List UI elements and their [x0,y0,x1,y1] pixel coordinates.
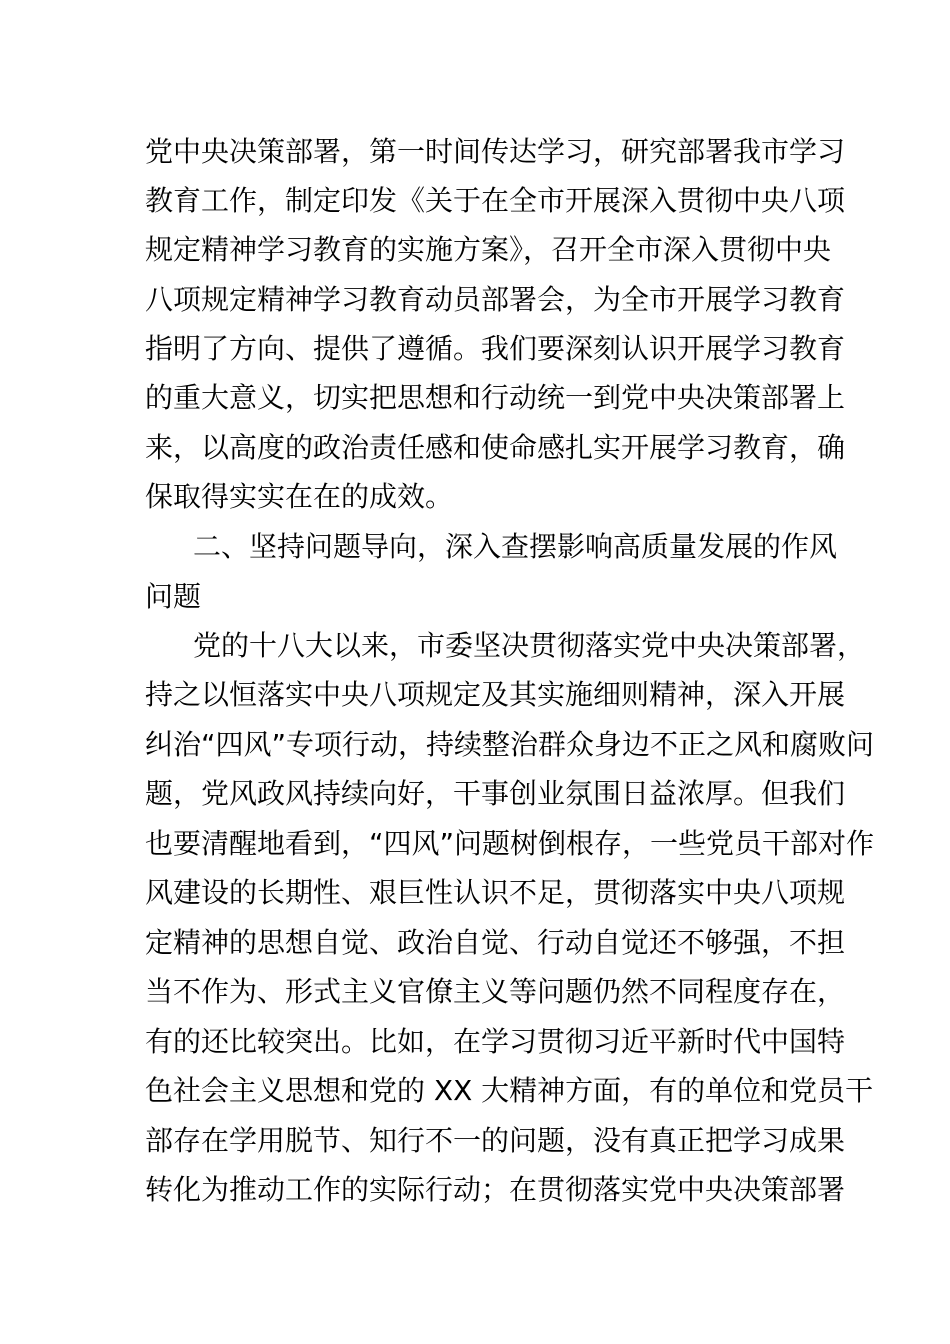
paragraph-line: 的重大意义，切实把思想和行动统一到党中央决策部署上 [145,381,846,414]
paragraph-line: 定精神的思想自觉、政治自觉、行动自觉还不够强，不担 [145,926,846,959]
paragraph-line: 党中央决策部署，第一时间传达学习，研究部署我市学习 [145,135,846,168]
paragraph-line: 保取得实实在在的成效。 [145,480,454,513]
paragraph-line: 有的还比较突出。比如，在学习贯彻习近平新时代中国特 [145,1025,846,1058]
paragraph-line: 当不作为、形式主义官僚主义等问题仍然不同程度存在， [145,975,846,1008]
paragraph-line: 规定精神学习教育的实施方案》，召开全市深入贯彻中央 [145,233,832,266]
paragraph-line: 也要清醒地看到，“四风”问题树倒根存，一些党员干部对作 [145,827,875,860]
paragraph-line: 纠治“四风”专项行动，持续整治群众身边不正之风和腐败问 [145,728,875,761]
paragraph-line: 来，以高度的政治责任感和使命感扎实开展学习教育，确 [145,431,846,464]
paragraph-line: 持之以恒落实中央八项规定及其实施细则精神，深入开展 [145,678,846,711]
paragraph-line: 转化为推动工作的实际行动；在贯彻落实党中央决策部署 [145,1173,846,1206]
section-heading: 二、坚持问题导向，深入查摆影响高质量发展的作风 [193,530,838,563]
paragraph-line: 色社会主义思想和党的 XX 大精神方面，有的单位和党员干 [145,1074,874,1107]
paragraph-line: 党的十八大以来，市委坚决贯彻落实党中央决策部署， [193,629,866,662]
paragraph-line: 部存在学用脱节、知行不一的问题，没有真正把学习成果 [145,1124,846,1157]
paragraph-line: 题，党风政风持续向好，干事创业氛围日益浓厚。但我们 [145,777,846,810]
section-heading-continuation: 问题 [145,580,202,613]
paragraph-line: 教育工作，制定印发《关于在全市开展深入贯彻中央八项 [145,184,846,217]
paragraph-line: 指明了方向、提供了遵循。我们要深刻认识开展学习教育 [145,332,846,365]
paragraph-line: 八项规定精神学习教育动员部署会，为全市开展学习教育 [145,283,846,316]
paragraph-line: 风建设的长期性、艰巨性认识不足，贯彻落实中央八项规 [145,876,846,909]
